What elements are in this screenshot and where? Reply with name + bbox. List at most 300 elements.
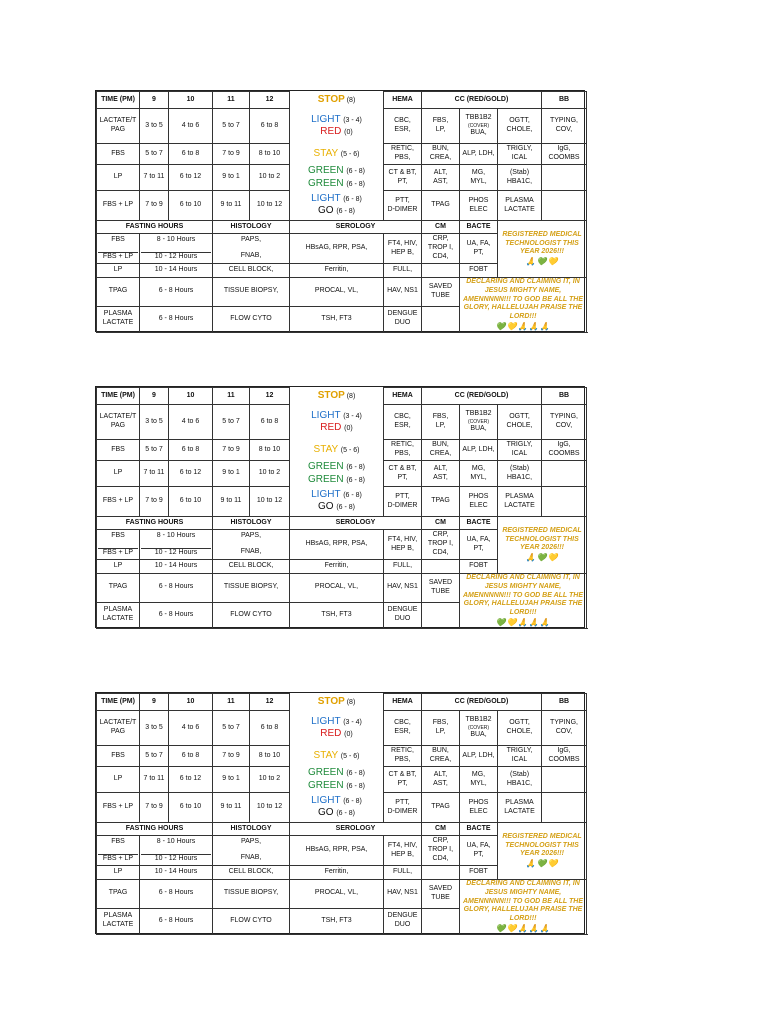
header-10: 10 bbox=[169, 694, 213, 711]
stop-count: (8) bbox=[346, 96, 356, 104]
serology-cell: Ferritin, bbox=[290, 560, 384, 574]
bb-cell bbox=[542, 191, 587, 221]
serology-cell: CRP, TROP I, CD4, bbox=[422, 530, 460, 560]
cc-cell: TRIGLY, ICAL bbox=[498, 144, 542, 165]
registered-emoji: 🙏💚💛 bbox=[525, 859, 559, 869]
time-cell: 6 to 12 bbox=[169, 461, 213, 487]
declaring-emoji: 💚💛🙏🙏🙏 bbox=[495, 617, 551, 627]
reference-table bbox=[96, 91, 587, 333]
header-time: TIME (PM) bbox=[97, 694, 140, 711]
section-cm: CM bbox=[422, 823, 460, 836]
declaring-banner bbox=[460, 880, 587, 935]
cc-cell: OGTT, CHOLE, bbox=[498, 405, 542, 440]
hema-cell: CBC, ESR, bbox=[384, 711, 422, 746]
cc-cell: ALP, LDH, bbox=[460, 144, 498, 165]
header-11: 11 bbox=[213, 92, 250, 109]
header-cc: CC (RED/GOLD) bbox=[422, 92, 542, 109]
fasting-hours: 6 - 8 Hours bbox=[140, 574, 213, 603]
bb-cell: IgG, COOMBS bbox=[542, 440, 587, 461]
serology-cell: FT4, HIV, HEP B, bbox=[384, 530, 422, 560]
bb-cell: TYPING, COV, bbox=[542, 711, 587, 746]
cc-cell: ALT, AST, bbox=[422, 767, 460, 793]
cm-cell: FOBT bbox=[460, 560, 498, 574]
time-cell: 3 to 5 bbox=[140, 405, 169, 440]
time-cell: 6 to 8 bbox=[169, 144, 213, 165]
time-cell: 7 to 9 bbox=[140, 793, 169, 823]
fasting-label: LP bbox=[97, 866, 140, 880]
time-row-label: LP bbox=[97, 767, 140, 793]
time-cell: 3 to 5 bbox=[140, 711, 169, 746]
cc-cell: (Stab) HBA1C, bbox=[498, 461, 542, 487]
declaring-banner bbox=[460, 574, 587, 629]
header-9: 9 bbox=[140, 92, 169, 109]
red-1: RED (0) bbox=[320, 728, 353, 739]
time-cell: 9 to 11 bbox=[213, 793, 250, 823]
cc-cell: FBS, LP, bbox=[422, 711, 460, 746]
cc-cell: ALP, LDH, bbox=[460, 746, 498, 767]
histology-cell: CELL BLOCK, bbox=[213, 866, 290, 880]
fasting-hours: 6 - 8 Hours bbox=[140, 880, 213, 909]
histology-cell: PAPS, FNAB, bbox=[213, 530, 290, 560]
serology-cell: DENGUE DUO bbox=[384, 602, 422, 628]
section-fasting: FASTING HOURS bbox=[97, 221, 213, 234]
header-9: 9 bbox=[140, 388, 169, 405]
time-cell: 4 to 6 bbox=[169, 109, 213, 144]
declaring-emoji: 💚💛🙏🙏🙏 bbox=[495, 923, 551, 933]
cc-cell: (Stab) HBA1C, bbox=[498, 767, 542, 793]
cc-cell: PHOS ELEC bbox=[460, 487, 498, 517]
serology-cell: SAVED TUBE bbox=[422, 574, 460, 603]
histology-cell: FLOW CYTO bbox=[213, 306, 290, 332]
bb-cell: IgG, COOMBS bbox=[542, 144, 587, 165]
declaring-text: DECLARING AND CLAIMING IT, IN JESUS MIGHTY NAME, AMENNNNN!!! TO GOD BE ALL THE GLORY, HALLELUJAH PRAISE THE LORD!!! bbox=[462, 574, 584, 616]
cm-cell: FOBT bbox=[460, 264, 498, 278]
hema-cell: PTT, D-DIMER bbox=[384, 793, 422, 823]
time-cell: 7 to 11 bbox=[140, 767, 169, 793]
time-cell: 9 to 11 bbox=[213, 487, 250, 517]
green-2: GREEN (6 - 8) bbox=[307, 473, 365, 485]
time-cell: 7 to 9 bbox=[213, 144, 250, 165]
green-1: GREEN (6 - 8) bbox=[307, 461, 365, 472]
stop-count: (8) bbox=[346, 698, 356, 706]
traffic-go bbox=[290, 487, 384, 517]
section-histology: HISTOLOGY bbox=[213, 823, 290, 836]
hema-cell: CT & BT, PT, bbox=[384, 461, 422, 487]
cm-cell: UA, FA, PT, bbox=[460, 234, 498, 264]
traffic-stop bbox=[290, 694, 384, 711]
fasting-label: FBS FBS + LP bbox=[97, 836, 140, 866]
serology-cell: SAVED TUBE bbox=[422, 278, 460, 307]
section-histology: HISTOLOGY bbox=[213, 517, 290, 530]
fasting-hours: 6 - 8 Hours bbox=[140, 908, 213, 934]
time-cell: 10 to 2 bbox=[250, 767, 290, 793]
time-cell: 9 to 1 bbox=[213, 767, 250, 793]
cc-cell: ALP, LDH, bbox=[460, 440, 498, 461]
fasting-hours: 6 - 8 Hours bbox=[140, 306, 213, 332]
cc-cell: OGTT, CHOLE, bbox=[498, 109, 542, 144]
fasting-label: TPAG bbox=[97, 880, 140, 909]
cc-cell: PLASMA LACTATE bbox=[498, 487, 542, 517]
reference-table bbox=[96, 693, 587, 935]
time-cell: 7 to 9 bbox=[140, 191, 169, 221]
time-cell: 8 to 10 bbox=[250, 746, 290, 767]
time-cell: 5 to 7 bbox=[140, 144, 169, 165]
cc-cell: PLASMA LACTATE bbox=[498, 191, 542, 221]
time-row-label: LACTATE/T PAG bbox=[97, 109, 140, 144]
serology-cell: TSH, FT3 bbox=[290, 306, 384, 332]
serology-cell: HBsAG, RPR, PSA, bbox=[290, 530, 384, 560]
time-cell: 7 to 9 bbox=[213, 746, 250, 767]
traffic-stay bbox=[290, 440, 384, 461]
fasting-hours: 10 - 14 Hours bbox=[140, 264, 213, 278]
go-1: GO (6 - 8) bbox=[317, 501, 355, 513]
header-9: 9 bbox=[140, 694, 169, 711]
serology-cell bbox=[422, 866, 460, 880]
serology-cell: PROCAL, VL, bbox=[290, 278, 384, 307]
bb-cell bbox=[542, 767, 587, 793]
declaring-emoji: 💚💛🙏🙏🙏 bbox=[495, 321, 551, 331]
time-cell: 6 to 12 bbox=[169, 767, 213, 793]
time-cell: 10 to 12 bbox=[250, 487, 290, 517]
time-row-label: LACTATE/T PAG bbox=[97, 711, 140, 746]
time-cell: 5 to 7 bbox=[213, 711, 250, 746]
serology-cell: HBsAG, RPR, PSA, bbox=[290, 234, 384, 264]
traffic-light-group-1 bbox=[290, 711, 384, 746]
stay-1: STAY (5 - 6) bbox=[313, 147, 360, 159]
stay-1: STAY (5 - 6) bbox=[313, 749, 360, 761]
time-row-label: LP bbox=[97, 461, 140, 487]
header-10: 10 bbox=[169, 388, 213, 405]
cc-cell: TPAG bbox=[422, 487, 460, 517]
header-bb: BB bbox=[542, 92, 587, 109]
section-cm: CM bbox=[422, 221, 460, 234]
time-cell: 5 to 7 bbox=[213, 405, 250, 440]
green-1: GREEN (6 - 8) bbox=[307, 767, 365, 778]
histology-cell: CELL BLOCK, bbox=[213, 560, 290, 574]
fasting-hours: 8 - 10 Hours 10 - 12 Hours bbox=[140, 530, 213, 560]
cc-cell: TBB1B2 (COVER) BUA, bbox=[460, 711, 498, 746]
time-row-label: FBS bbox=[97, 440, 140, 461]
cc-cell: TPAG bbox=[422, 793, 460, 823]
serology-cell: Ferritin, bbox=[290, 866, 384, 880]
fasting-label: TPAG bbox=[97, 574, 140, 603]
light-2: LIGHT (6 - 8) bbox=[311, 794, 362, 806]
stop-label: STOP bbox=[317, 389, 345, 401]
time-cell: 6 to 8 bbox=[250, 711, 290, 746]
serology-cell: SAVED TUBE bbox=[422, 880, 460, 909]
hema-cell: CT & BT, PT, bbox=[384, 767, 422, 793]
cc-cell: PLASMA LACTATE bbox=[498, 793, 542, 823]
declaring-text: DECLARING AND CLAIMING IT, IN JESUS MIGHTY NAME, AMENNNNN!!! TO GOD BE ALL THE GLORY, HALLELUJAH PRAISE THE LORD!!! bbox=[462, 880, 584, 922]
header-11: 11 bbox=[213, 388, 250, 405]
cc-cell: TBB1B2 (COVER) BUA, bbox=[460, 109, 498, 144]
traffic-stay bbox=[290, 746, 384, 767]
red-1: RED (0) bbox=[320, 126, 353, 137]
cm-cell: FOBT bbox=[460, 866, 498, 880]
histology-cell: TISSUE BIOPSY, bbox=[213, 574, 290, 603]
time-cell: 5 to 7 bbox=[213, 109, 250, 144]
section-serology: SEROLOGY bbox=[290, 823, 422, 836]
time-cell: 7 to 11 bbox=[140, 461, 169, 487]
time-cell: 5 to 7 bbox=[140, 440, 169, 461]
registered-text: REGISTERED MEDICAL TECHNOLOGIST THIS YEAR 2026!!! bbox=[502, 230, 582, 256]
time-cell: 6 to 10 bbox=[169, 487, 213, 517]
header-11: 11 bbox=[213, 694, 250, 711]
histology-cell: FLOW CYTO bbox=[213, 602, 290, 628]
traffic-green bbox=[290, 165, 384, 191]
cc-cell: FBS, LP, bbox=[422, 109, 460, 144]
header-cc: CC (RED/GOLD) bbox=[422, 388, 542, 405]
header-12: 12 bbox=[250, 388, 290, 405]
reference-card-1 bbox=[95, 90, 585, 332]
cm-cell: UA, FA, PT, bbox=[460, 836, 498, 866]
stop-count: (8) bbox=[346, 392, 356, 400]
header-bb: BB bbox=[542, 694, 587, 711]
light-1: LIGHT (3 - 4) bbox=[311, 715, 362, 727]
cc-cell: MG, MYL, bbox=[460, 767, 498, 793]
cc-cell: TBB1B2 (COVER) BUA, bbox=[460, 405, 498, 440]
section-histology: HISTOLOGY bbox=[213, 221, 290, 234]
serology-cell bbox=[422, 602, 460, 628]
header-hema: HEMA bbox=[384, 388, 422, 405]
cc-cell: PHOS ELEC bbox=[460, 793, 498, 823]
time-cell: 6 to 8 bbox=[250, 109, 290, 144]
bb-cell: IgG, COOMBS bbox=[542, 746, 587, 767]
serology-cell bbox=[422, 908, 460, 934]
time-row-label: FBS + LP bbox=[97, 793, 140, 823]
section-serology: SEROLOGY bbox=[290, 221, 422, 234]
header-time: TIME (PM) bbox=[97, 388, 140, 405]
declaring-text: DECLARING AND CLAIMING IT, IN JESUS MIGHTY NAME, AMENNNNN!!! TO GOD BE ALL THE GLORY, HALLELUJAH PRAISE THE LORD!!! bbox=[462, 278, 584, 320]
section-cm: CM bbox=[422, 517, 460, 530]
serology-cell: FULL, bbox=[384, 866, 422, 880]
hema-cell: RETIC, PBS, bbox=[384, 144, 422, 165]
green-2: GREEN (6 - 8) bbox=[307, 779, 365, 791]
fasting-hours: 10 - 14 Hours bbox=[140, 560, 213, 574]
time-cell: 8 to 10 bbox=[250, 144, 290, 165]
fasting-label: TPAG bbox=[97, 278, 140, 307]
fasting-label: PLASMA LACTATE bbox=[97, 306, 140, 332]
serology-cell bbox=[422, 560, 460, 574]
serology-cell: FT4, HIV, HEP B, bbox=[384, 234, 422, 264]
fasting-hours: 8 - 10 Hours 10 - 12 Hours bbox=[140, 836, 213, 866]
cc-cell: OGTT, CHOLE, bbox=[498, 711, 542, 746]
time-cell: 7 to 11 bbox=[140, 165, 169, 191]
serology-cell: PROCAL, VL, bbox=[290, 880, 384, 909]
bb-cell bbox=[542, 461, 587, 487]
cc-cell: ALT, AST, bbox=[422, 165, 460, 191]
bb-cell bbox=[542, 165, 587, 191]
serology-cell: HAV, NS1 bbox=[384, 574, 422, 603]
serology-cell: TSH, FT3 bbox=[290, 602, 384, 628]
time-row-label: FBS bbox=[97, 746, 140, 767]
traffic-green bbox=[290, 767, 384, 793]
traffic-light-group-1 bbox=[290, 109, 384, 144]
traffic-stop bbox=[290, 92, 384, 109]
header-time: TIME (PM) bbox=[97, 92, 140, 109]
light-1: LIGHT (3 - 4) bbox=[311, 113, 362, 125]
cc-cell: (Stab) HBA1C, bbox=[498, 165, 542, 191]
header-hema: HEMA bbox=[384, 92, 422, 109]
go-1: GO (6 - 8) bbox=[317, 205, 355, 217]
cc-cell: PHOS ELEC bbox=[460, 191, 498, 221]
hema-cell: PTT, D-DIMER bbox=[384, 191, 422, 221]
fasting-label: LP bbox=[97, 264, 140, 278]
time-cell: 9 to 1 bbox=[213, 165, 250, 191]
time-cell: 8 to 10 bbox=[250, 440, 290, 461]
header-hema: HEMA bbox=[384, 694, 422, 711]
fasting-hours: 10 - 14 Hours bbox=[140, 866, 213, 880]
time-row-label: FBS bbox=[97, 144, 140, 165]
fasting-hours: 8 - 10 Hours 10 - 12 Hours bbox=[140, 234, 213, 264]
fasting-label: PLASMA LACTATE bbox=[97, 602, 140, 628]
time-row-label: LACTATE/T PAG bbox=[97, 405, 140, 440]
time-row-label: LP bbox=[97, 165, 140, 191]
serology-cell: HAV, NS1 bbox=[384, 880, 422, 909]
time-cell: 6 to 8 bbox=[169, 440, 213, 461]
cc-cell: BUN, CREA, bbox=[422, 440, 460, 461]
hema-cell: CBC, ESR, bbox=[384, 109, 422, 144]
header-12: 12 bbox=[250, 92, 290, 109]
cc-cell: ALT, AST, bbox=[422, 461, 460, 487]
time-cell: 6 to 8 bbox=[250, 405, 290, 440]
time-cell: 9 to 1 bbox=[213, 461, 250, 487]
traffic-light-group-1 bbox=[290, 405, 384, 440]
fasting-label: FBS FBS + LP bbox=[97, 234, 140, 264]
registered-emoji: 🙏💚💛 bbox=[525, 257, 559, 267]
time-cell: 9 to 11 bbox=[213, 191, 250, 221]
serology-cell bbox=[422, 264, 460, 278]
serology-cell: HBsAG, RPR, PSA, bbox=[290, 836, 384, 866]
time-cell: 4 to 6 bbox=[169, 405, 213, 440]
section-bacte: BACTE bbox=[460, 823, 498, 836]
declaring-banner bbox=[460, 278, 587, 333]
time-cell: 7 to 9 bbox=[140, 487, 169, 517]
histology-cell: TISSUE BIOPSY, bbox=[213, 278, 290, 307]
section-bacte: BACTE bbox=[460, 517, 498, 530]
cc-cell: TRIGLY, ICAL bbox=[498, 440, 542, 461]
registered-text: REGISTERED MEDICAL TECHNOLOGIST THIS YEAR 2026!!! bbox=[502, 526, 582, 552]
green-2: GREEN (6 - 8) bbox=[307, 177, 365, 189]
green-1: GREEN (6 - 8) bbox=[307, 165, 365, 176]
cc-cell: BUN, CREA, bbox=[422, 144, 460, 165]
serology-cell: DENGUE DUO bbox=[384, 908, 422, 934]
hema-cell: RETIC, PBS, bbox=[384, 746, 422, 767]
time-cell: 3 to 5 bbox=[140, 109, 169, 144]
histology-cell: PAPS, FNAB, bbox=[213, 836, 290, 866]
reference-card-3 bbox=[95, 692, 585, 934]
bb-cell bbox=[542, 793, 587, 823]
cc-cell: TRIGLY, ICAL bbox=[498, 746, 542, 767]
traffic-go bbox=[290, 793, 384, 823]
header-cc: CC (RED/GOLD) bbox=[422, 694, 542, 711]
reference-table bbox=[96, 387, 587, 629]
header-12: 12 bbox=[250, 694, 290, 711]
time-row-label: FBS + LP bbox=[97, 191, 140, 221]
time-cell: 7 to 9 bbox=[213, 440, 250, 461]
serology-cell: HAV, NS1 bbox=[384, 278, 422, 307]
serology-cell: DENGUE DUO bbox=[384, 306, 422, 332]
time-cell: 6 to 8 bbox=[169, 746, 213, 767]
hema-cell: RETIC, PBS, bbox=[384, 440, 422, 461]
hema-cell: CT & BT, PT, bbox=[384, 165, 422, 191]
cc-cell: TPAG bbox=[422, 191, 460, 221]
cc-cell: FBS, LP, bbox=[422, 405, 460, 440]
registered-banner bbox=[498, 221, 587, 278]
fasting-hours: 6 - 8 Hours bbox=[140, 278, 213, 307]
light-1: LIGHT (3 - 4) bbox=[311, 409, 362, 421]
serology-cell: PROCAL, VL, bbox=[290, 574, 384, 603]
hema-cell: CBC, ESR, bbox=[384, 405, 422, 440]
bb-cell: TYPING, COV, bbox=[542, 109, 587, 144]
time-cell: 5 to 7 bbox=[140, 746, 169, 767]
registered-emoji: 🙏💚💛 bbox=[525, 553, 559, 563]
serology-cell bbox=[422, 306, 460, 332]
fasting-label: LP bbox=[97, 560, 140, 574]
time-cell: 10 to 2 bbox=[250, 461, 290, 487]
time-cell: 10 to 12 bbox=[250, 793, 290, 823]
histology-cell: TISSUE BIOPSY, bbox=[213, 880, 290, 909]
fasting-hours: 6 - 8 Hours bbox=[140, 602, 213, 628]
hema-cell: PTT, D-DIMER bbox=[384, 487, 422, 517]
serology-cell: FT4, HIV, HEP B, bbox=[384, 836, 422, 866]
time-cell: 4 to 6 bbox=[169, 711, 213, 746]
traffic-stop bbox=[290, 388, 384, 405]
light-2: LIGHT (6 - 8) bbox=[311, 488, 362, 500]
registered-text: REGISTERED MEDICAL TECHNOLOGIST THIS YEAR 2026!!! bbox=[502, 832, 582, 858]
histology-cell: PAPS, FNAB, bbox=[213, 234, 290, 264]
registered-banner bbox=[498, 823, 587, 880]
serology-cell: CRP, TROP I, CD4, bbox=[422, 836, 460, 866]
stay-1: STAY (5 - 6) bbox=[313, 443, 360, 455]
serology-cell: FULL, bbox=[384, 264, 422, 278]
time-cell: 6 to 10 bbox=[169, 191, 213, 221]
histology-cell: CELL BLOCK, bbox=[213, 264, 290, 278]
traffic-go bbox=[290, 191, 384, 221]
section-fasting: FASTING HOURS bbox=[97, 823, 213, 836]
header-bb: BB bbox=[542, 388, 587, 405]
cm-cell: UA, FA, PT, bbox=[460, 530, 498, 560]
section-fasting: FASTING HOURS bbox=[97, 517, 213, 530]
time-cell: 6 to 12 bbox=[169, 165, 213, 191]
cc-cell: BUN, CREA, bbox=[422, 746, 460, 767]
section-bacte: BACTE bbox=[460, 221, 498, 234]
traffic-stay bbox=[290, 144, 384, 165]
header-10: 10 bbox=[169, 92, 213, 109]
serology-cell: FULL, bbox=[384, 560, 422, 574]
bb-cell bbox=[542, 487, 587, 517]
time-cell: 10 to 12 bbox=[250, 191, 290, 221]
time-row-label: FBS + LP bbox=[97, 487, 140, 517]
reference-card-2 bbox=[95, 386, 585, 628]
histology-cell: FLOW CYTO bbox=[213, 908, 290, 934]
fasting-label: PLASMA LACTATE bbox=[97, 908, 140, 934]
time-cell: 10 to 2 bbox=[250, 165, 290, 191]
red-1: RED (0) bbox=[320, 422, 353, 433]
stop-label: STOP bbox=[317, 93, 345, 105]
time-cell: 6 to 10 bbox=[169, 793, 213, 823]
registered-banner bbox=[498, 517, 587, 574]
fasting-label: FBS FBS + LP bbox=[97, 530, 140, 560]
serology-cell: CRP, TROP I, CD4, bbox=[422, 234, 460, 264]
go-1: GO (6 - 8) bbox=[317, 807, 355, 819]
serology-cell: TSH, FT3 bbox=[290, 908, 384, 934]
serology-cell: Ferritin, bbox=[290, 264, 384, 278]
cc-cell: MG, MYL, bbox=[460, 165, 498, 191]
bb-cell: TYPING, COV, bbox=[542, 405, 587, 440]
traffic-green bbox=[290, 461, 384, 487]
cc-cell: MG, MYL, bbox=[460, 461, 498, 487]
